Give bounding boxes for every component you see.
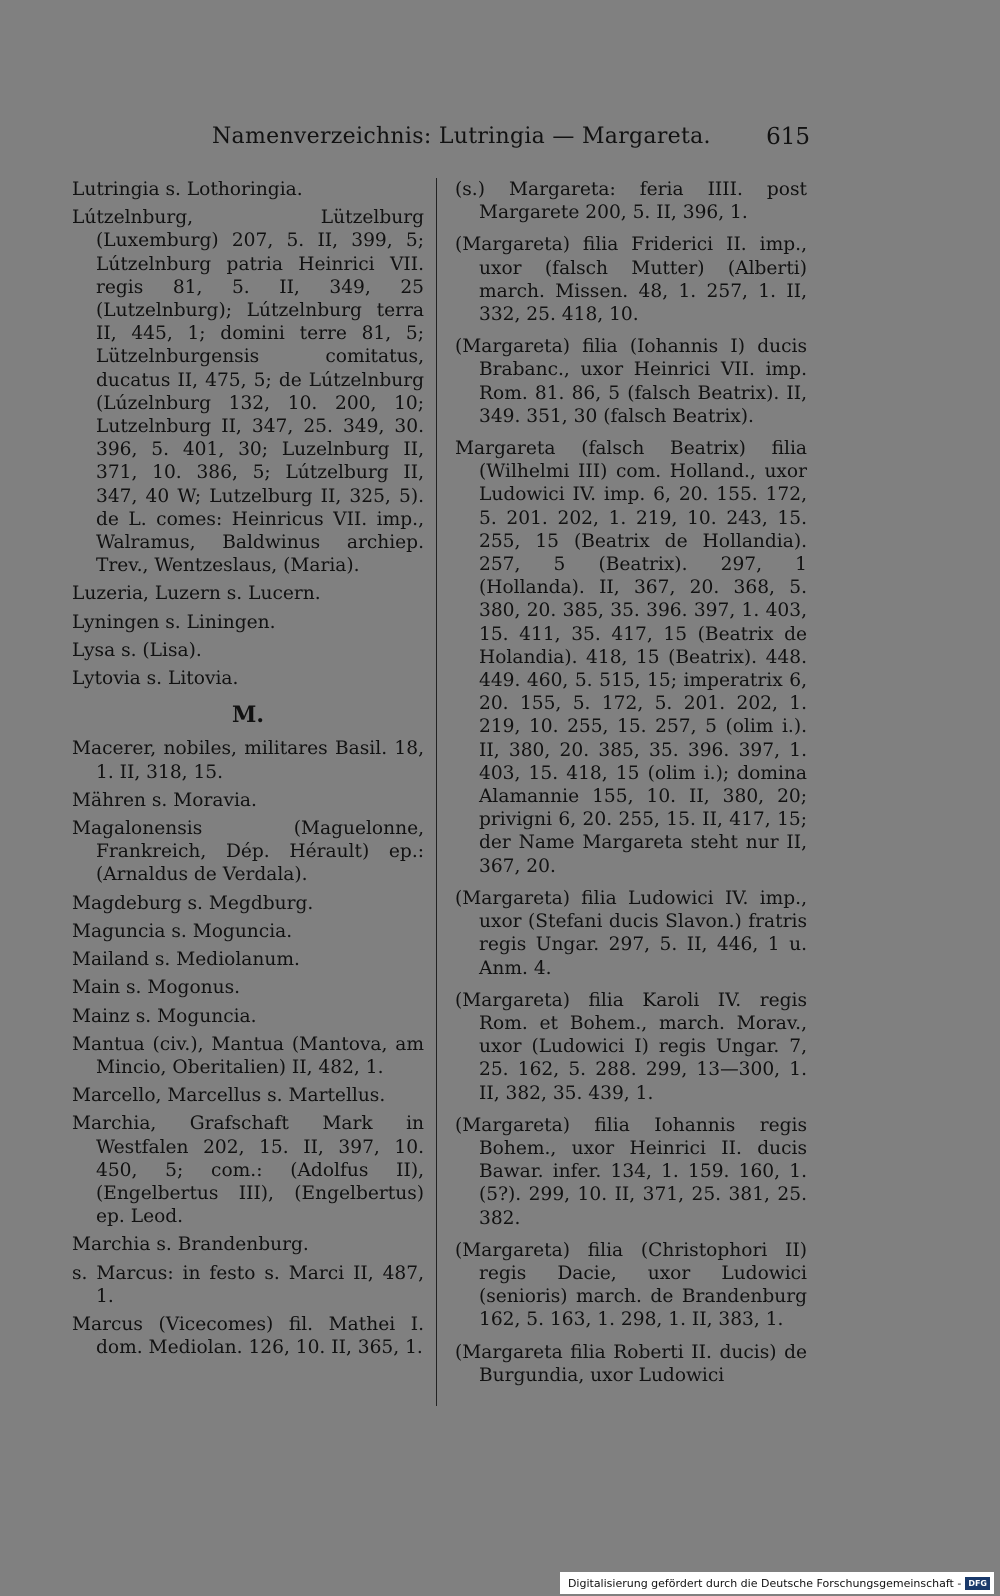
- section-heading-m: M.: [231, 702, 264, 729]
- index-entry-margareta-filia-iohannis-bohem: (Margareta) filia Iohannis regis Bohem., uxor Heinrici II. ducis Bawar. infer. 134, 1. 159. 160, 1. (5?). 299, 10. II, 371, 25. 381, 25. 382.: [455, 1114, 807, 1229]
- index-entry-mailand: Mailand s. Mediolanum.: [72, 949, 300, 971]
- index-entry-macerer: Macerer, nobiles, militares Basil. 18, 1. II, 318, 15.: [72, 738, 424, 783]
- index-entry-s-marcus: s. Marcus: in festo s. Marci II, 487, 1.: [72, 1262, 424, 1307]
- index-entry-margareta-beatrix: Margareta (falsch Beatrix) filia (Wilhelmi III) com. Holland., uxor Ludowici IV. imp. 6, 20. 155. 172, 5. 201. 202, 1. 219, 10. 243, 15. 255, 15 (Beatrix de Hollandia). 257, 5 (Beatrix). 297, 1 (Hollanda). II, 367, 20. 368, 5. 380, 20. 385, 35. 396. 397, 1. 403, 15. 411, 35. 417, 15 (Beatrix de Holandia). 418, 15 (Beatrix). 448. 449. 460, 5. 515, 15; imperatrix 6, 20. 155, 5. 172, 5. 201. 202, 1. 219, 10. 255, 15. 257, 5 (olim i.). II, 380, 20. 385, 35. 396. 397, 1. 403, 15. 418, 15 (olim i.); domina Alamannie 155, 10. II, 380, 20; privigni 6, 20. 255, 15. II, 417, 15; der Name Margareta steht nur II, 367, 20.: [455, 438, 807, 877]
- index-entry-margareta-filia-iohannis-brabanc: (Margareta) filia (Iohannis I) ducis Brabanc., uxor Heinrici VII. imp. Rom. 81. 86, 5 (falsch Beatrix). II, 349. 351, 30 (falsch Beatrix).: [455, 336, 807, 427]
- index-entry-mahren: Mähren s. Moravia.: [72, 789, 257, 811]
- index-entry-margareta-filia-roberti: (Margareta filia Roberti II. ducis) de Burgundia, uxor Ludowici: [455, 1341, 807, 1386]
- running-title: Namenverzeichnis: Lutringia — Margareta.: [212, 124, 711, 149]
- index-entry-marchia-mark: Marchia, Grafschaft Mark in Westfalen 202, 15. II, 397, 10. 450, 5; com.: (Adolfus II), (Engelbertus III), (Engelbertus) ep. Leod.: [72, 1113, 424, 1228]
- index-entry-lytovia: Lytovia s. Litovia.: [72, 668, 239, 690]
- index-entry-mainz: Mainz s. Moguncia.: [72, 1005, 257, 1027]
- digitization-credit: [560, 1572, 994, 1594]
- index-entry-margareta-filia-karoli: (Margareta) filia Karoli IV. regis Rom. et Bohem., march. Morav., uxor (Ludowici I) regis Ungar. 7, 25. 162, 5. 288. 299, 13—300, 1. II, 382, 35. 439, 1.: [455, 989, 807, 1104]
- index-entry-lutringia: Lutringia s. Lothoringia.: [72, 179, 303, 200]
- index-entry-s-margareta: (s.) Margareta: feria IIII. post Margarete 200, 5. II, 396, 1.: [455, 179, 807, 224]
- index-entry-magalonensis: Magalonensis (Maguelonne, Frankreich, Dép. Hérault) ep.: (Arnaldus de Verdala).: [72, 818, 424, 886]
- column-divider: [436, 178, 437, 1406]
- index-entry-marcus-vicecomes: Marcus (Vicecomes) fil. Mathei I. dom. Mediolan. 126, 10. II, 365, 1.: [72, 1313, 424, 1359]
- index-entry-main: Main s. Mogonus.: [72, 977, 241, 999]
- page-header: [212, 124, 810, 154]
- index-entry-maguncia: Maguncia s. Moguncia.: [72, 920, 293, 942]
- index-entry-margareta-filia-friderici: (Margareta) filia Friderici II. imp., uxor (falsch Mutter) (Alberti) march. Missen. 48, 1. 257, 1. II, 332, 25. 418, 10.: [455, 234, 807, 326]
- index-entry-margareta-filia-ludowici: (Margareta) filia Ludowici IV. imp., uxor (Stefani ducis Slavon.) fratris regis Ungar. 297, 5. II, 446, 1 u. Anm. 4.: [455, 887, 807, 979]
- index-entry-marcello: Marcello, Marcellus s. Martellus.: [72, 1085, 386, 1107]
- dfg-logo-icon: DFG: [965, 1577, 990, 1590]
- index-entry-marchia-brandenburg: Marchia s. Brandenburg.: [72, 1234, 309, 1256]
- index-entry-magdeburg: Magdeburg s. Megdburg.: [72, 892, 314, 914]
- credit-text: Digitalisierung gefördert durch die Deutsche Forschungsgemeinschaft -: [567, 1576, 962, 1590]
- index-entry-mantua: Mantua (civ.), Mantua (Mantova, am Mincio, Oberitalien) II, 482, 1.: [72, 1033, 424, 1078]
- right-column: [455, 178, 807, 1396]
- index-entry-margareta-filia-christophori: (Margareta) filia (Christophori II) regis Dacie, uxor Ludowici (senioris) march. de Brandenburg 162, 5. 163, 1. 298, 1. II, 383, 1.: [455, 1239, 807, 1331]
- index-entry-luzeria: Luzeria, Luzern s. Lucern.: [72, 583, 321, 605]
- index-entry-lysa: Lysa s. (Lisa).: [72, 639, 202, 661]
- page-number: 615: [766, 124, 810, 150]
- index-entry-lyningen: Lyningen s. Liningen.: [72, 611, 276, 633]
- index-entry-lutzelnburg: Lútzelnburg, Lützelburg (Luxemburg) 207, 5. II, 399, 5; Lútzelnburg patria Heinrici VII. regis 81, 5. II, 349, 25 (Lutzelnburg); Lútzelnburg terra II, 445, 1; domini terre 81, 5; Lützelnburgensis comitatus, ducatus II, 475, 5; de Lútzelnburg (Lúzelnburg 132, 10. 200, 10; Lutzelnburg II, 347, 25. 349, 30. 396, 5. 401, 30; Luzelnburg II, 371, 10. 386, 5; Lútzelburg II, 347, 40 W; Lutzelburg II, 325, 5). de L. comes: Heinricus VII. imp., Walramus, Baldwinus archiep. Trev., Wentzeslaus, (Maria).: [72, 207, 424, 577]
- left-column: [72, 178, 424, 1364]
